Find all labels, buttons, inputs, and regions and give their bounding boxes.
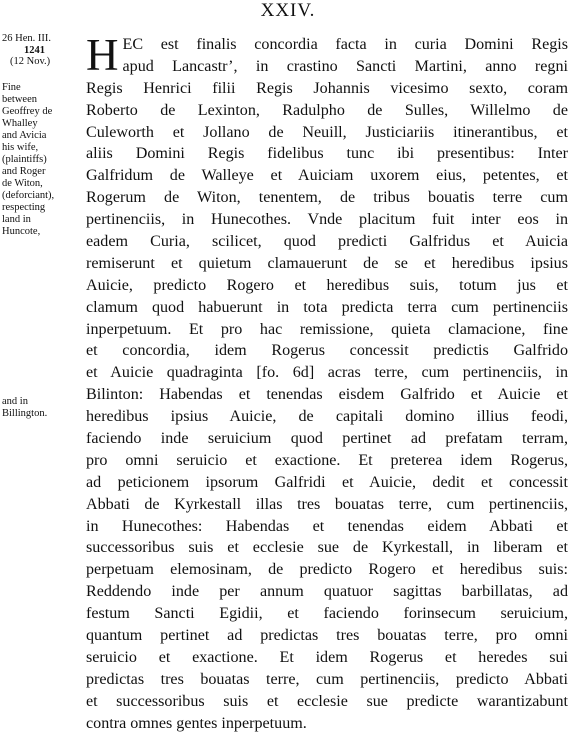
margin-summary-line: land in	[2, 214, 31, 225]
text-line: inperpetuum. Et pro hac remissione, quieta clamacione, fine	[86, 320, 568, 338]
text-line: Roberto de Lexinton, Radulpho de Sulles, Willelmo de	[86, 101, 568, 119]
margin-summary-line: his wife,	[2, 142, 39, 153]
margin-summary-line: (plaintiffs)	[2, 154, 47, 165]
text-line: faciendo inde seruicium quod pertinet ad prefatam terram,	[86, 430, 568, 448]
text-line: apud Lancastr’, in crastino Sancti Martini, anno regni	[122, 57, 568, 75]
text-line: successoribus suis et ecclesie sue de Kyrkestall, in liberam et	[86, 539, 568, 557]
text-line: remiserunt et quietum clamauerunt de se et heredibus ipsius	[86, 254, 568, 272]
margin-regnal-year: 26 Hen. III.	[2, 33, 51, 44]
text-line: seruicio et exactione. Et idem Rogerus et heredes sui	[86, 648, 568, 666]
text-line: Rogerum de Witon, tenentem, de tribus bouatis terre cum	[86, 189, 568, 207]
text-line: eadem Curia, scilicet, quod predicti Galfridus et Auicia	[86, 233, 568, 251]
text-line: festum Sancti Egidii, et faciendo forinsecum seruicium,	[86, 605, 568, 623]
text-line: quantum pertinet ad predictas tres bouatas terre, pro omni	[86, 627, 568, 645]
charter-body	[86, 30, 568, 735]
margin-summary-line: de Witon,	[2, 178, 43, 189]
text-line: EC est finalis concordia facta in curia Domini Regis	[122, 36, 568, 53]
text-line: Regis Henrici filii Regis Johannis vicesimo sexto, coram	[86, 79, 568, 97]
text-line: Galfridum de Walleye et Auiciam uxorem eius, petentes, et	[86, 167, 568, 185]
margin-summary-line: (deforciant),	[2, 190, 55, 201]
margin-summary-line: Whalley	[2, 118, 38, 129]
margin-summary-line: Billington.	[2, 408, 48, 419]
text-line: perpetuam elemosinam, de predicto Rogero et heredibus suis:	[86, 561, 568, 579]
text-line: Bilinton: Habendas et tenendas eisdem Galfrido et Auicie et	[86, 386, 568, 404]
text-line: clamum quod habuerunt in tota predicta terra cum pertinenciis	[86, 298, 568, 316]
text-line: Abbati de Kyrkestall illas tres bouatas terre, cum pertinenciis,	[86, 495, 568, 513]
margin-summary-line: between	[2, 94, 37, 105]
margin-summary-continued	[2, 396, 78, 420]
text-line: pertinenciis, in Hunecothes. Vnde placitum fuit inter eos in	[86, 211, 568, 229]
text-line: predictas tres bouatas terre, cum pertinenciis, predicto Abbati	[86, 670, 568, 688]
text-line: ad peticionem ipsorum Galfridi et Auicie, dedit et concessit	[86, 473, 568, 491]
text-line: Reddendo inde per annum quatuor sagittas barbillatas, ad	[86, 583, 568, 601]
text-line: aliis Domini Regis fidelibus tunc ibi presentibus: Inter	[86, 145, 568, 163]
margin-summary-line: and Roger	[2, 166, 46, 177]
text-line: heredibus ipsius Auicie, de capitali domino illius feodi,	[86, 408, 568, 426]
text-line: pro omni seruicio et exactione. Et preterea idem Rogerus,	[86, 451, 568, 469]
text-line: Culeworth et Jollano de Neuill, Justiciariis itinerantibus, et	[86, 123, 568, 141]
margin-summary-line: Fine	[2, 82, 21, 93]
margin-day: (12 Nov.)	[10, 56, 51, 68]
text-line: in Hunecothes: Habendas et tenendas eidem Abbati et	[86, 517, 568, 535]
text-line: et successoribus suis et ecclesie sue predicte warantizabunt	[86, 692, 568, 710]
charter-number-heading: XXIV.	[260, 0, 316, 21]
margin-summary-line: and Avicia	[2, 130, 47, 141]
margin-summary	[2, 82, 78, 238]
margin-summary-line: and in	[2, 396, 28, 407]
margin-date-note	[2, 33, 78, 68]
text-line: et Auicie quadraginta [fo. 6d] acras terre, cum pertinenciis, in	[86, 364, 568, 382]
margin-summary-line: Geoffrey de	[2, 106, 53, 117]
text-line: et concordia, idem Rogerus concessit predictis Galfrido	[86, 342, 568, 360]
drop-cap-initial: H	[86, 30, 119, 80]
margin-summary-line: respecting	[2, 202, 46, 213]
margin-year: 1241	[24, 44, 45, 56]
text-line: Auicie, predicto Rogero et heredibus suis, totum jus et	[86, 276, 568, 294]
margin-summary-line: Huncote,	[2, 226, 41, 237]
text-line: contra omnes gentes inperpetuum.	[86, 714, 307, 732]
